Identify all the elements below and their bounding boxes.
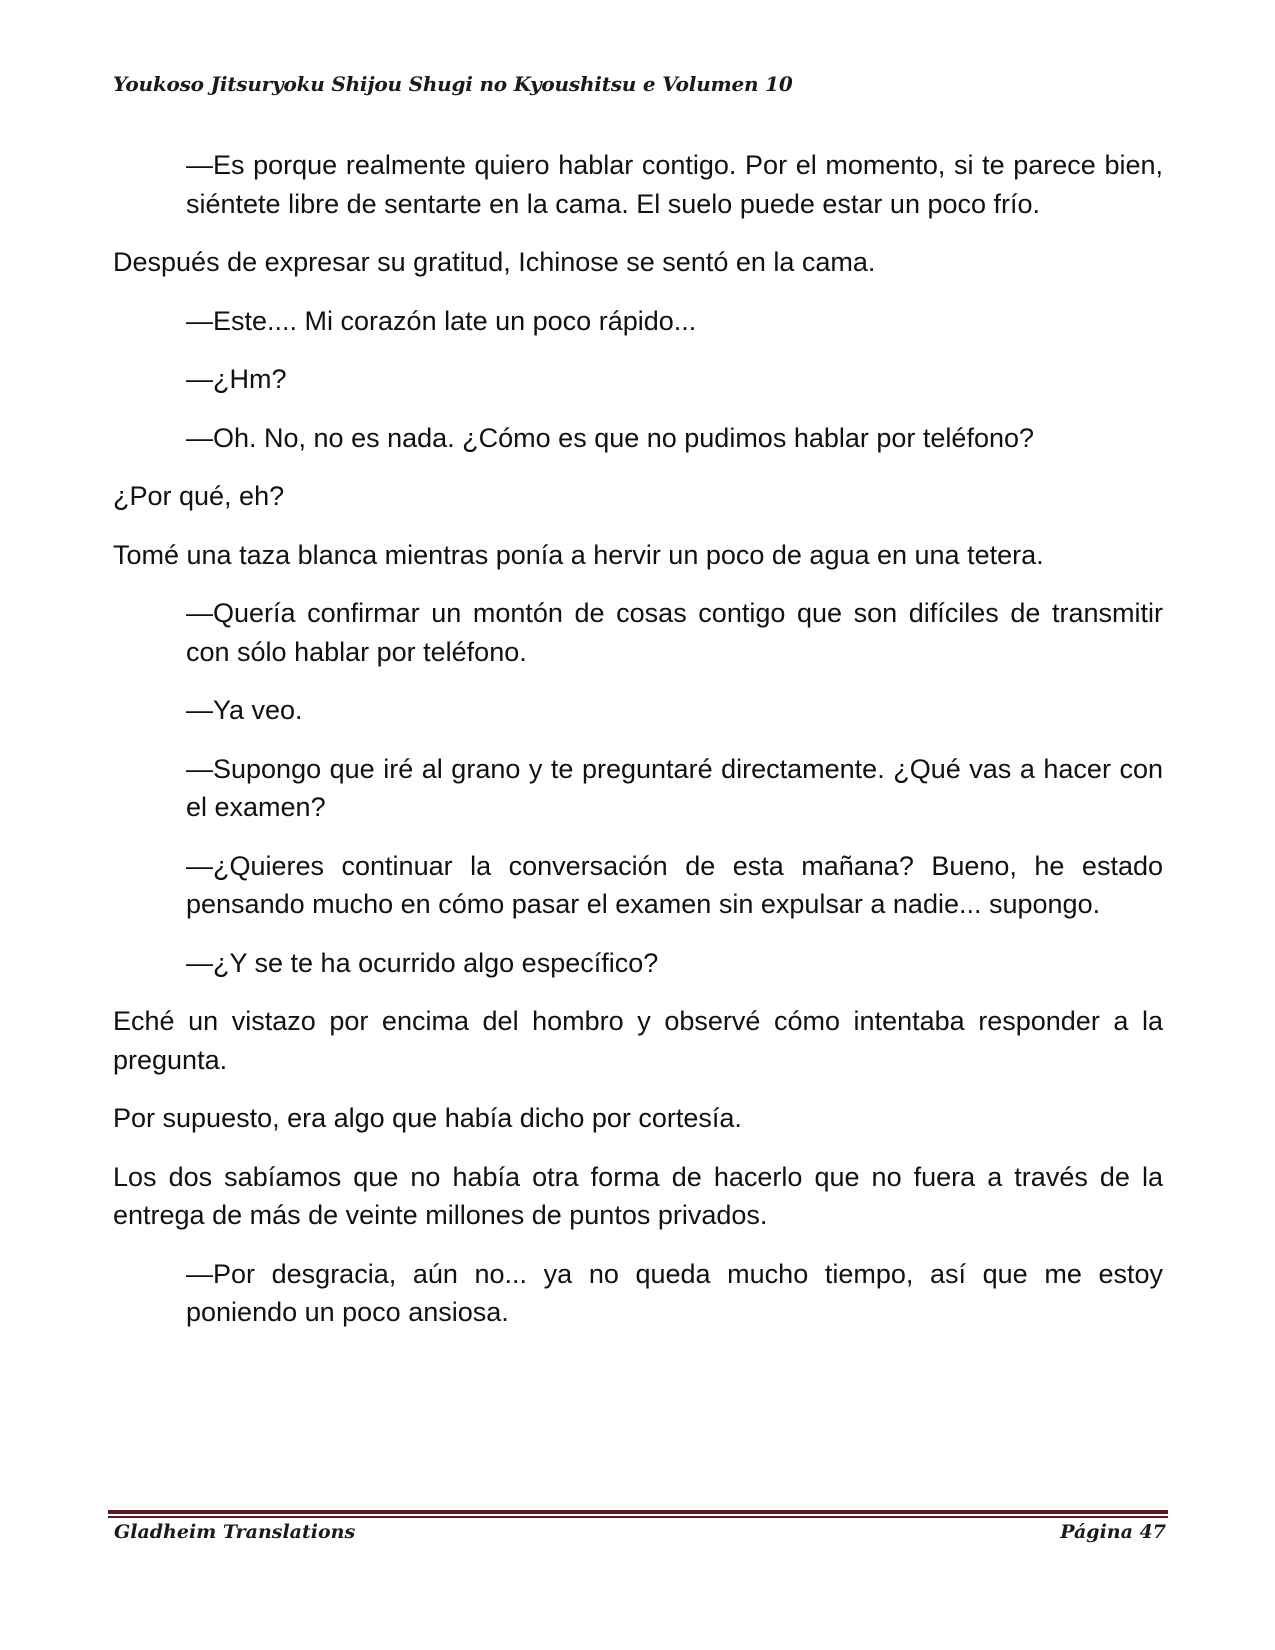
- paragraph-dialogue: —Es porque realmente quiero hablar contigo. Por el momento, si te parece bien, siéntete libre de sentarte en la cama. El suelo puede estar un poco frío.: [186, 150, 1163, 219]
- footer-divider-thin: [108, 1516, 1168, 1518]
- paragraph-dialogue: —¿Quieres continuar la conversación de esta mañana? Bueno, he estado pensando mucho en cómo pasar el examen sin expulsar a nadie... supongo.: [186, 850, 1163, 919]
- paragraph-narration: Tomé una taza blanca mientras ponía a hervir un poco de agua en una tetera.: [113, 539, 1044, 570]
- paragraph-dialogue: —Ya veo.: [186, 695, 303, 725]
- footer-translator-credit: Gladheim Translations: [114, 1521, 356, 1543]
- paragraph-narration: Eché un vistazo por encima del hombro y observé cómo intentaba responder a la pregunta.: [113, 1006, 1163, 1075]
- paragraph-dialogue: —Por desgracia, aún no... ya no queda mucho tiempo, así que me estoy poniendo un poco ansiosa.: [186, 1258, 1163, 1327]
- footer-divider: [108, 1510, 1168, 1517]
- paragraph-narration: Después de expresar su gratitud, Ichinose se sentó en la cama.: [113, 247, 876, 277]
- paragraph-narration: Por supuesto, era algo que había dicho por cortesía.: [113, 1103, 742, 1133]
- paragraph-dialogue: —¿Hm?: [186, 364, 287, 394]
- paragraph-dialogue: —¿Y se te ha ocurrido algo específico?: [186, 947, 659, 978]
- paragraph-narration: ¿Por qué, eh?: [113, 481, 285, 511]
- footer-page-number: Página 47: [1060, 1521, 1166, 1543]
- paragraph-dialogue: —Este.... Mi corazón late un poco rápido...: [186, 305, 697, 336]
- footer-divider-thick: [108, 1510, 1168, 1514]
- paragraph-dialogue: —Oh. No, no es nada. ¿Cómo es que no pudimos hablar por teléfono?: [186, 422, 1035, 453]
- paragraph-dialogue: —Supongo que iré al grano y te preguntaré directamente. ¿Qué vas a hacer con el examen?: [186, 753, 1163, 822]
- body-text: [113, 146, 1163, 1352]
- paragraph-narration: Los dos sabíamos que no había otra forma de hacerlo que no fuera a través de la entrega de más de veinte millones de puntos privados.: [113, 1161, 1163, 1230]
- paragraph-dialogue: —Quería confirmar un montón de cosas contigo que son difíciles de transmitir con sólo hablar por teléfono.: [186, 598, 1163, 667]
- running-header-title: Youkoso Jitsuryoku Shijou Shugi no Kyoushitsu e Volumen 10: [113, 72, 793, 96]
